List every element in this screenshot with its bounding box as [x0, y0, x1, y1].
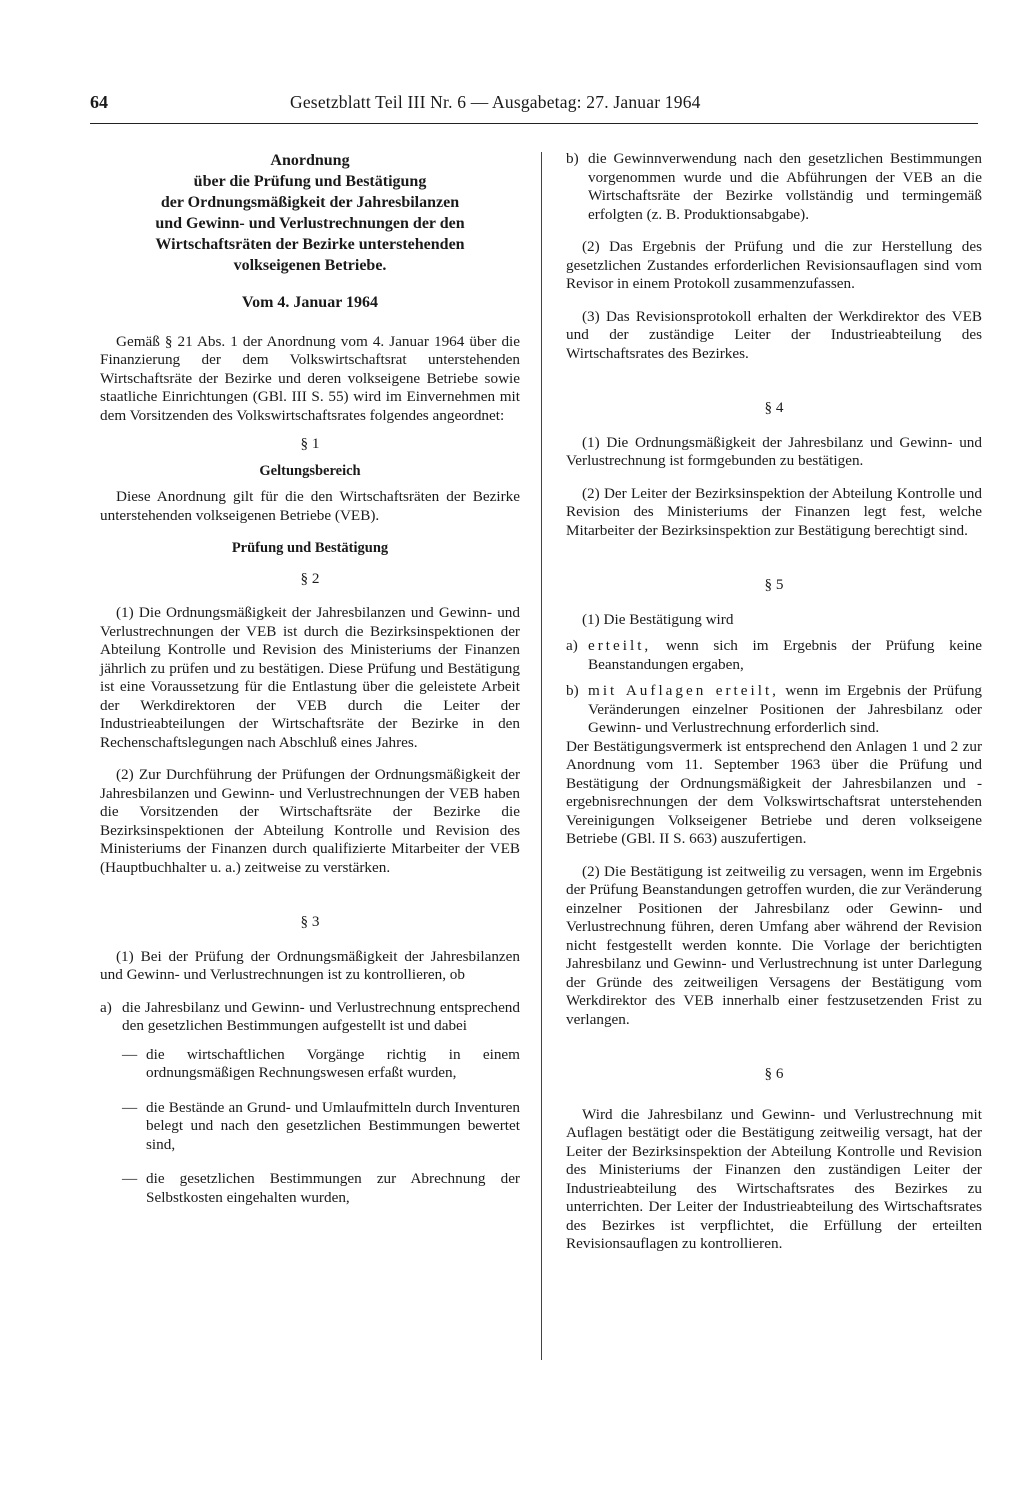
section-6-label: § 6 — [764, 1065, 784, 1082]
column-divider — [541, 152, 542, 1360]
section-2-label: § 2 — [300, 569, 320, 587]
section-4-label: § 4 — [764, 399, 784, 416]
item-text: mit Auflagen erteilt, wenn im Ergebnis der Prüfung Veränderungen einzelner Positionen der Jahresbilanz oder Gewinn- und Verlustrechnung erforderlich sind. — [588, 682, 983, 736]
item-label: b) — [566, 682, 579, 699]
section-5-item-b — [566, 682, 982, 738]
title-line: Wirtschaftsräten der Bezirke unterstehenden — [155, 236, 465, 253]
section-3-item-a — [100, 999, 520, 1036]
list-item: — die Bestände an Grund- und Umlaufmitteln durch Inventuren belegt und nach den gesetzlichen Bestimmungen bewertet sind, — [122, 1098, 520, 1153]
section-5-paragraph-2: (2) Die Bestätigung ist zeitweilig zu versagen, wenn im Ergebnis der Prüfung Beanstandungen getroffen wurden, die zur Veränderung einzelner Positionen der Jahresbilanz oder Gewinn- und Verlustrechnung führen, deren Umfang aber während der Revision nicht festgestellt werden konnte. Die Vorlage der berichtigten Jahresbilanz und Gewinn- und Verlustrechnung ist unter Darlegung der Gründe des zeitweiligen Versagens der Bestätigung vom Werkdirektor des VEB innerhalb einer festzusetzenden Frist zu verlangen. — [566, 862, 982, 1028]
section-3-paragraph-1: (1) Bei der Prüfung der Ordnungsmäßigkeit der Jahresbilanzen und Gewinn- und Verlustrechnungen ist zu kontrollieren, ob — [100, 947, 520, 983]
header-title: Gesetzblatt Teil III Nr. 6 — Ausgabetag: 27. Januar 1964 — [290, 92, 701, 112]
section-5-label: § 5 — [764, 576, 784, 593]
title-line: volkseigenen Betriebe. — [233, 257, 387, 274]
section-2-heading: Prüfung und Bestätigung — [231, 540, 389, 556]
page-header — [90, 92, 978, 124]
item-text: die Jahresbilanz und Gewinn- und Verlustrechnung entsprechend den gesetzlichen Bestimmungen aufgestellt ist und dabei — [122, 998, 520, 1034]
section-5-paragraph-1: (1) Die Bestätigung wird — [582, 610, 734, 628]
section-5-item-a — [566, 637, 982, 674]
title-line: und Gewinn- und Verlustrechnungen der den — [155, 215, 465, 232]
section-3-item-b — [566, 150, 982, 224]
title-line: Anordnung — [270, 152, 350, 169]
item-label: a) — [566, 637, 578, 654]
list-item: — die wirtschaftlichen Vorgänge richtig in einem ordnungsmäßigen Rechnungswesen erfaßt wurden, — [122, 1045, 520, 1081]
section-3-dash-list — [122, 1046, 520, 1208]
list-item: — die gesetzlichen Bestimmungen zur Abrechnung der Selbstkosten eingehalten wurden, — [122, 1170, 520, 1206]
section-2-paragraph-1: (1) Die Ordnungsmäßigkeit der Jahresbilanzen und Gewinn- und Verlustrechnungen der VEB ist durch die Bezirksinspektionen der Abteilung Kontrolle und Revision des Ministeriums der Finanzen jährlich zu prüfen und zu bestätigen. Diese Prüfung und Bestätigung ist eine Voraussetzung für die Entlastung über die geleistete Arbeit der Werkdirektoren der VEB durch die Leiter der Industrieabteilungen der Wirtschaftsräte der Bezirke in den Rechenschaftslegungen nach Abschluß eines Jahres. — [100, 604, 520, 751]
document-title — [100, 150, 520, 276]
section-4-paragraph-2: (2) Der Leiter der Bezirksinspektion der Abteilung Kontrolle und Revision des Ministeriums der Finanzen legt fest, welche Mitarbeiter der Bezirksinspektion zur Bestätigung berechtigt sind. — [566, 484, 982, 539]
section-3-label: § 3 — [300, 913, 320, 930]
item-text: erteilt, wenn sich im Ergebnis der Prüfung keine Beanstandungen ergaben, — [588, 637, 983, 673]
section-6-paragraph-1: Wird die Jahresbilanz und Gewinn- und Verlustrechnung mit Auflagen bestätigt oder die Bestätigung zeitweilig versagt, hat der Leiter der Bezirksinspektion der Abteilung Kontrolle und Revision des Ministeriums der Finanzen den zuständigen Leiter der Industrieabteilung des Wirtschaftsrates des Bezirkes zu unterrichten. Der Leiter der Industrieabteilung des Wirtschaftsrates des Bezirkes ist verpflichtet, die Erfüllung der erteilten Revisionsauflagen zu kontrollieren. — [566, 1105, 982, 1252]
emphasis-text: erteilt, — [588, 637, 652, 654]
item-label: a) — [100, 998, 112, 1016]
left-column — [100, 150, 520, 1207]
section-1-label: § 1 — [300, 435, 320, 452]
intro-paragraph: Gemäß § 21 Abs. 1 der Anordnung vom 4. Januar 1964 über die Finanzierung der dem Volkswirtschaftsrat unterstehenden Wirtschaftsräte der Bezirke und deren volkseigene Betriebe sowie staatliche Einrichtungen (GBl. III S. 55) wird im Einvernehmen mit dem Vorsitzenden des Volkswirtschaftsrates folgendes angeordnet: — [100, 332, 520, 424]
section-2-paragraph-2: (2) Zur Durchführung der Prüfungen der Ordnungsmäßigkeit der Jahresbilanzen und Gewinn- und Verlustrechnungen der VEB haben die Vorsitzenden der Wirtschaftsräte der Bezirke die Bezirksinspektionen der Abteilung Kontrolle und Revision des Ministeriums der Finanzen durch qualifizierte Mitarbeiter der VEB (Hauptbuchhalter u. a.) zeitweise zu verstärken. — [100, 766, 520, 876]
section-1-text: Diese Anordnung gilt für die den Wirtschaftsräten der Bezirke unterstehenden volkseigenen Betriebe (VEB). — [100, 488, 520, 524]
title-line: über die Prüfung und Bestätigung — [193, 173, 427, 190]
document-date: Vom 4. Januar 1964 — [241, 294, 379, 311]
section-5-after-list: Der Bestätigungsvermerk ist entsprechend den Anlagen 1 und 2 zur Anordnung vom 11. September 1963 über die Prüfung und Bestätigung der Ordnungsmäßigkeit der Jahresbilanzen und -ergebnisrechnungen der dem Volkswirtschaftsrat unterstehenden Vereinigungen Volkseigener Betriebe und deren volkseigene Betriebe (GBl. II S. 663) auszufertigen. — [566, 737, 982, 847]
title-line: der Ordnungsmäßigkeit der Jahresbilanzen — [160, 194, 460, 211]
item-text: die Gewinnverwendung nach den gesetzlichen Bestimmungen vorgenommen wurde und die Abführungen der VEB an die Wirtschaftsräte der Bezirke vollständig und termingemäß erfolgten (z. B. Produktionsabgabe). — [588, 150, 982, 223]
section-4-paragraph-1: (1) Die Ordnungsmäßigkeit der Jahresbilanz und Gewinn- und Verlustrechnung ist formgebunden zu bestätigen. — [566, 433, 982, 469]
section-1-heading: Geltungsbereich — [259, 462, 361, 479]
section-3-paragraph-2: (2) Das Ergebnis der Prüfung und die zur Herstellung des gesetzlichen Zustandes erforderlichen Revisionsauflagen sind vom Revisor in einem Protokoll zusammenzufassen. — [566, 238, 982, 292]
page-number: 64 — [90, 92, 108, 112]
emphasis-text: mit Auflagen erteilt, — [588, 682, 779, 699]
section-3-paragraph-3: (3) Das Revisionsprotokoll erhalten der Werkdirektor des VEB und der zuständige Leiter der Industrieabteilung des Wirtschaftsrates des Bezirkes. — [566, 307, 982, 362]
right-column — [566, 150, 982, 1254]
item-label: b) — [566, 150, 579, 167]
